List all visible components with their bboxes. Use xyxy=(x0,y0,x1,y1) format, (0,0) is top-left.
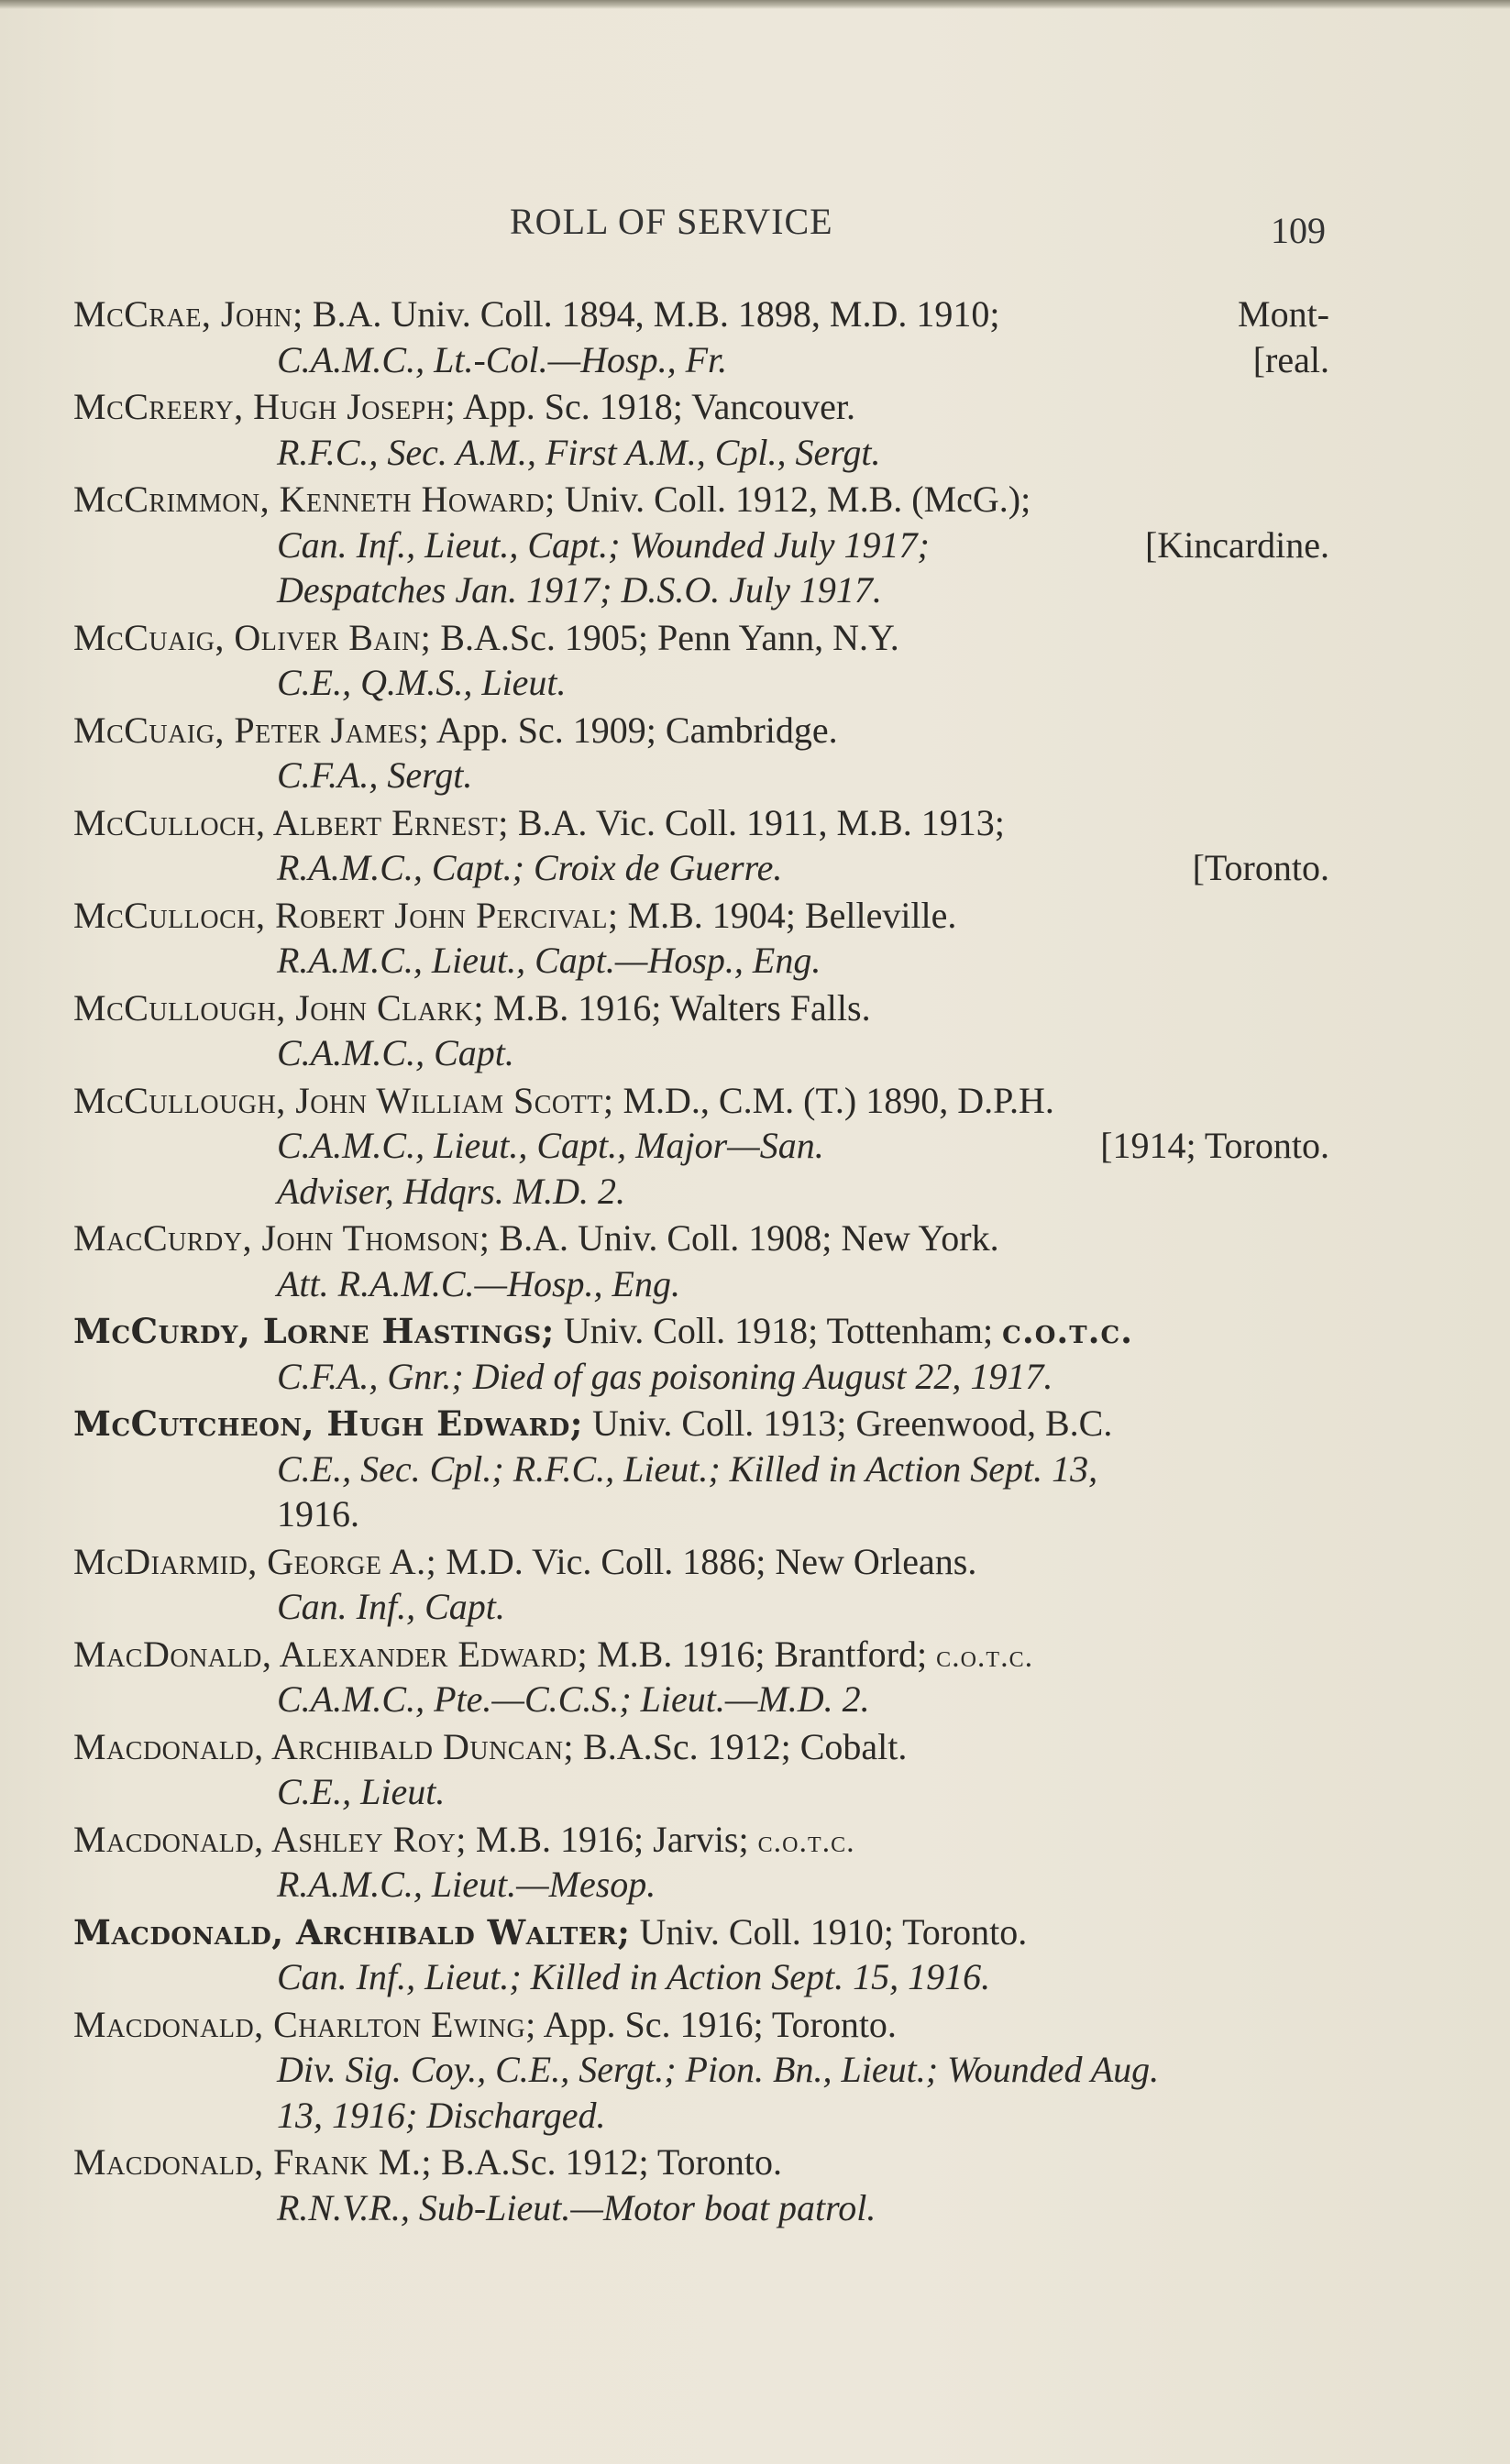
entry-main-line xyxy=(73,985,1329,1031)
roll-entry xyxy=(73,1909,1329,2000)
entry-service-2: 13, 1916; Discharged. xyxy=(277,2094,606,2136)
entry-name: McCrae, John; xyxy=(73,293,303,335)
entry-service-line xyxy=(73,938,1329,984)
entry-service: Can. Inf., Capt. xyxy=(277,1586,505,1627)
entry-main-line xyxy=(73,1909,1329,1955)
entry-service: Can. Inf., Lieut., Capt.; Wounded July 1917; xyxy=(277,523,930,566)
entry-name: Macdonald, Ashley Roy; xyxy=(73,1818,467,1860)
entry-name: MacCurdy, John Thomson; xyxy=(73,1217,490,1259)
entry-name: Macdonald, Archibald Walter; xyxy=(73,1911,631,1952)
entry-details: App. Sc. 1918; Vancouver. xyxy=(462,386,855,427)
entry-service: R.F.C., Sec. A.M., First A.M., Cpl., Sergt. xyxy=(277,431,881,473)
entry-name: McCreery, Hugh Joseph; xyxy=(73,386,457,427)
entry-service-line xyxy=(73,660,1329,706)
entry-service-line-2 xyxy=(73,2093,1329,2139)
entry-service-line xyxy=(73,1584,1329,1630)
entry-name-details xyxy=(73,478,1031,520)
entry-details: B.A. Univ. Coll. 1894, M.B. 1898, M.D. 1910; xyxy=(312,293,1000,335)
entry-cotc: c.o.t.c. xyxy=(1002,1311,1134,1351)
entry-name: McCutcheon, Hugh Edward; xyxy=(73,1403,583,1444)
entry-details: App. Sc. 1916; Toronto. xyxy=(543,2003,897,2045)
entry-place: Mont- xyxy=(1238,293,1329,335)
entry-service-line-2 xyxy=(73,1169,1329,1215)
entry-main-line xyxy=(73,708,1329,754)
entry-main-line xyxy=(73,1539,1329,1585)
entry-service-line xyxy=(73,845,1329,891)
entry-main-line xyxy=(73,800,1329,846)
entry-name-details xyxy=(73,2004,897,2045)
entry-main-line xyxy=(73,1724,1329,1770)
entry-name: Macdonald, Charlton Ewing; xyxy=(73,2003,536,2045)
entry-name: MacDonald, Alexander Edward; xyxy=(73,1633,589,1675)
entry-name-details xyxy=(73,710,838,751)
roll-entry xyxy=(73,2002,1329,2139)
running-head: ROLL OF SERVICE xyxy=(510,201,833,242)
entry-details: M.B. 1904; Belleville. xyxy=(627,894,957,936)
entry-service: R.A.M.C., Lieut.—Mesop. xyxy=(277,1864,656,1905)
entry-service: C.E., Lieut. xyxy=(277,1771,446,1812)
entry-service-line xyxy=(73,1862,1329,1908)
entry-main-line xyxy=(73,1216,1329,1261)
entry-main-line xyxy=(73,615,1329,661)
entry-name-details xyxy=(73,895,956,936)
entry-name-details xyxy=(73,1402,1112,1444)
entry-service: C.A.M.C., Lieut., Capt., Major—San. xyxy=(277,1125,824,1166)
entry-name-details xyxy=(73,1819,855,1860)
entry-cotc: c.o.t.c. xyxy=(936,1639,1034,1674)
entry-details: Univ. Coll. 1913; Greenwood, B.C. xyxy=(591,1402,1113,1444)
entry-name-details xyxy=(73,1634,1033,1675)
entry-details: B.A.Sc. 1912; Toronto. xyxy=(440,2141,782,2183)
roll-entry xyxy=(73,1632,1329,1722)
entry-details: M.B. 1916; Walters Falls. xyxy=(492,986,871,1028)
entry-service: C.E., Sec. Cpl.; R.F.C., Lieut.; Killed in Action Sept. 13, xyxy=(277,1447,1098,1490)
entry-details: M.D. Vic. Coll. 1886; New Orleans. xyxy=(446,1540,977,1582)
entry-service-line xyxy=(73,1677,1329,1722)
entry-service-line xyxy=(73,753,1329,798)
entry-name: McCurdy, Lorne Hastings; xyxy=(73,1311,555,1351)
entry-main-line xyxy=(73,1632,1329,1678)
roll-entry xyxy=(73,1216,1329,1306)
entry-main-line xyxy=(73,2002,1329,2048)
roll-entry xyxy=(73,1078,1329,1215)
roll-entry xyxy=(73,985,1329,1076)
entry-service-line xyxy=(73,430,1329,476)
entry-name-details xyxy=(73,987,871,1028)
roll-entry xyxy=(73,1724,1329,1815)
entry-name-details xyxy=(73,1541,976,1582)
entry-main-line xyxy=(73,292,1329,337)
entry-service: Att. R.A.M.C.—Hosp., Eng. xyxy=(277,1262,680,1304)
entry-main-line xyxy=(73,477,1329,522)
entry-service-line xyxy=(73,1769,1329,1815)
entry-details: M.D., C.M. (T.) 1890, D.P.H. xyxy=(623,1079,1054,1121)
entry-details: B.A.Sc. 1905; Penn Yann, N.Y. xyxy=(440,616,899,658)
entry-place-continued: [Toronto. xyxy=(1192,847,1329,888)
entry-main-line xyxy=(73,384,1329,430)
entry-details: Univ. Coll. 1910; Toronto. xyxy=(639,1910,1028,1952)
roll-entry xyxy=(73,800,1329,891)
entry-service-2: Adviser, Hdqrs. M.D. 2. xyxy=(277,1170,625,1212)
entry-details: M.B. 1916; Brantford; xyxy=(597,1633,928,1675)
entry-service-2: Despatches Jan. 1917; D.S.O. July 1917. xyxy=(277,569,882,610)
entry-name: McCuaig, Peter James; xyxy=(73,709,430,751)
entry-service: Div. Sig. Coy., C.E., Sergt.; Pion. Bn., Lieut.; Wounded Aug. xyxy=(277,2049,1160,2090)
entry-details: Univ. Coll. 1912, M.B. (McG.); xyxy=(564,478,1031,520)
entry-service-line xyxy=(73,1030,1329,1076)
entry-name-details xyxy=(73,1080,1054,1121)
entry-cotc: c.o.t.c. xyxy=(757,1824,855,1859)
entry-name-details xyxy=(73,1217,999,1259)
entry-main-line xyxy=(73,1817,1329,1863)
entry-service-line-2 xyxy=(73,567,1329,613)
roll-entry xyxy=(73,384,1329,475)
entry-details: App. Sc. 1909; Cambridge. xyxy=(435,709,838,751)
entry-service: C.F.A., Sergt. xyxy=(277,754,473,796)
entry-name: McCulloch, Robert John Percival; xyxy=(73,894,619,936)
entry-place-continued: [real. xyxy=(1252,338,1329,380)
entry-name-details xyxy=(73,617,899,658)
entry-service-line xyxy=(73,1261,1329,1307)
entry-service-line xyxy=(73,2185,1329,2231)
entry-name-details xyxy=(73,1310,1133,1351)
entry-place-continued: [1914; Toronto. xyxy=(1100,1125,1329,1166)
entry-service: C.A.M.C., Capt. xyxy=(277,1032,514,1073)
entry-service: R.A.M.C., Lieut., Capt.—Hosp., Eng. xyxy=(277,940,821,981)
entry-name-details xyxy=(73,292,999,337)
roll-entry xyxy=(73,477,1329,613)
entry-service: C.A.M.C., Pte.—C.C.S.; Lieut.—M.D. 2. xyxy=(277,1678,870,1720)
roll-entries xyxy=(73,292,1329,2232)
entry-name-details xyxy=(73,1911,1027,1952)
roll-entry xyxy=(73,2140,1329,2230)
entry-service: C.A.M.C., Lt.-Col.—Hosp., Fr. xyxy=(277,338,728,380)
entry-service-continued xyxy=(73,1491,1329,1537)
entry-service: R.A.M.C., Capt.; Croix de Guerre. xyxy=(277,847,783,888)
entry-service-continued-text: 1916. xyxy=(277,1493,359,1534)
entry-main-line xyxy=(73,893,1329,939)
entry-name-details xyxy=(73,1726,907,1767)
entry-service: C.E., Q.M.S., Lieut. xyxy=(277,662,567,703)
roll-entry xyxy=(73,708,1329,798)
entry-name: Macdonald, Archibald Duncan; xyxy=(73,1725,575,1767)
entry-name: McCullough, John Clark; xyxy=(73,986,484,1028)
entry-details: B.A. Vic. Coll. 1911, M.B. 1913; xyxy=(517,801,1005,843)
page-number: 109 xyxy=(1271,210,1326,251)
entry-main-line xyxy=(73,1078,1329,1124)
entry-name: McCulloch, Albert Ernest; xyxy=(73,801,509,843)
roll-entry xyxy=(73,615,1329,706)
entry-service-line xyxy=(73,2047,1329,2093)
entry-main-line xyxy=(73,2140,1329,2185)
page-top-edge xyxy=(0,0,1510,9)
entry-service-line xyxy=(73,1954,1329,2000)
roll-entry xyxy=(73,1817,1329,1908)
entry-name-details xyxy=(73,386,855,427)
roll-entry xyxy=(73,1401,1329,1537)
entry-name: McCullough, John William Scott; xyxy=(73,1079,614,1121)
entry-main-line xyxy=(73,1308,1329,1354)
entry-details: M.B. 1916; Jarvis; xyxy=(475,1818,749,1860)
roll-entry xyxy=(73,893,1329,984)
entry-service: C.F.A., Gnr.; Died of gas poisoning August 22, 1917. xyxy=(277,1355,1053,1397)
entry-service-line xyxy=(73,337,1329,383)
entry-place-continued: [Kincardine. xyxy=(1144,523,1329,566)
entry-name: McCrimmon, Kenneth Howard; xyxy=(73,478,556,520)
entry-service-line xyxy=(73,1354,1329,1400)
entry-name-details xyxy=(73,2141,782,2183)
entry-service-line xyxy=(73,522,1329,568)
entry-service-line xyxy=(73,1123,1329,1169)
entry-details: B.A. Univ. Coll. 1908; New York. xyxy=(499,1217,999,1259)
roll-entry xyxy=(73,292,1329,382)
entry-service: R.N.V.R., Sub-Lieut.—Motor boat patrol. xyxy=(277,2186,876,2228)
entry-service-line xyxy=(73,1446,1329,1492)
entry-name: McCuaig, Oliver Bain; xyxy=(73,616,432,658)
roll-entry xyxy=(73,1308,1329,1399)
entry-name: Macdonald, Frank M.; xyxy=(73,2141,432,2183)
entry-name-details xyxy=(73,802,1005,843)
entry-service: Can. Inf., Lieut.; Killed in Action Sept. 15, 1916. xyxy=(277,1956,991,1997)
entry-details: B.A.Sc. 1912; Cobalt. xyxy=(583,1725,908,1767)
entry-main-line xyxy=(73,1401,1329,1446)
entry-details: Univ. Coll. 1918; Tottenham; xyxy=(563,1310,994,1351)
entry-name: McDiarmid, George A.; xyxy=(73,1540,437,1582)
roll-entry xyxy=(73,1539,1329,1630)
